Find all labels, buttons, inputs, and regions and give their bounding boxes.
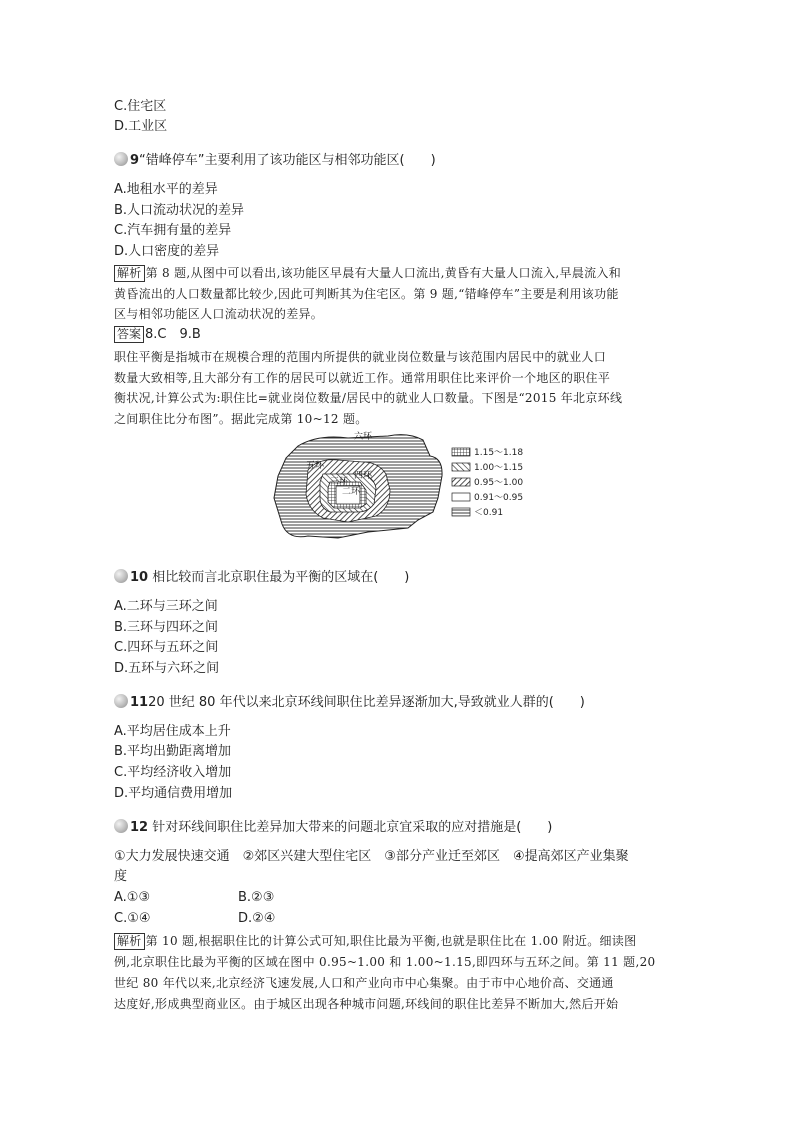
question-number: 10 bbox=[130, 570, 149, 585]
q11-option-b: B.平均出勤距离增加 bbox=[114, 744, 232, 759]
analysis-line: 解析 第 10 题,根据职住比的计算公式可知,职住比最为平衡,也就是职住比在 1.00 附近。细读图 bbox=[114, 932, 636, 950]
legend-label-1: 1.15～1.18 bbox=[474, 448, 524, 458]
analysis-line: 例,北京职住比最为平衡的区域在图中 0.95~1.00 和 1.00~1.15,即四环与五环之间。第 11 题,20 bbox=[114, 955, 656, 969]
q12-option-c: C.①④ bbox=[114, 911, 151, 926]
question-10 bbox=[114, 569, 409, 587]
q10-option-b: B.三环与四环之间 bbox=[114, 620, 219, 635]
ring-label-six: 六环 bbox=[354, 432, 373, 442]
map-legend bbox=[452, 448, 523, 518]
legend-swatch-5 bbox=[452, 508, 470, 516]
q10-option-c: C.四环与五环之间 bbox=[114, 640, 219, 655]
question-bullet-icon bbox=[114, 152, 128, 166]
question-number: 9 bbox=[130, 153, 140, 168]
q12-option-b: B.②③ bbox=[238, 890, 275, 905]
question-9 bbox=[114, 152, 436, 170]
question-stem: 针对环线间职住比差异加大带来的问题北京宜采取的应对措施是( ) bbox=[148, 820, 553, 835]
analysis-label: 解析 bbox=[114, 933, 145, 950]
q9-option-b: B.人口流动状况的差异 bbox=[114, 203, 245, 218]
q10-option-d: D.五环与六环之间 bbox=[114, 661, 220, 676]
q11-option-a: A.平均居住成本上升 bbox=[114, 724, 231, 739]
intro-line: 数量大致相等,且大部分有工作的居民可以就近工作。通常用职住比来评价一个地区的职住平 bbox=[114, 371, 611, 385]
beijing-ratio-map bbox=[268, 428, 530, 552]
analysis-line: 世纪 80 年代以来,北京经济飞速发展,人口和产业向市中心集聚。由于市中心地价高、交通通 bbox=[114, 976, 614, 990]
q12-option-a: A.①③ bbox=[114, 890, 151, 905]
question-bullet-icon bbox=[114, 819, 128, 833]
analysis-line: 黄昏流出的人口数量都比较少,因此可判断其为住宅区。第 9 题,“错峰停车”主要是利用该功能 bbox=[114, 287, 619, 301]
question-number: 12 bbox=[130, 820, 149, 835]
legend-swatch-3 bbox=[452, 478, 470, 486]
ring-label-two: 二环 bbox=[342, 487, 361, 497]
answer-label: 答案 bbox=[114, 326, 144, 343]
intro-line: 衡状况,计算公式为:职住比=就业岗位数量/居民中的就业人口数量。下图是“2015 年北京环线 bbox=[114, 391, 623, 405]
legend-swatch-1 bbox=[452, 448, 470, 456]
question-number: 11 bbox=[130, 695, 149, 710]
ring-label-five: 五环 bbox=[306, 461, 325, 471]
q12-measures-cont: 度 bbox=[114, 869, 128, 884]
legend-label-5: ＜0.91 bbox=[474, 508, 504, 518]
q10-option-a: A.二环与三环之间 bbox=[114, 599, 218, 614]
q9-option-d: D.人口密度的差异 bbox=[114, 244, 220, 259]
ring-label-four: 四环 bbox=[354, 471, 373, 481]
question-12 bbox=[114, 819, 552, 837]
q9-option-c: C.汽车拥有量的差异 bbox=[114, 223, 232, 238]
answer-line bbox=[114, 326, 201, 344]
q12-option-d: D.②④ bbox=[238, 911, 276, 926]
legend-swatch-2 bbox=[452, 463, 470, 471]
legend-label-4: 0.91～0.95 bbox=[474, 493, 524, 503]
legend-label-3: 0.95～1.00 bbox=[474, 478, 524, 488]
question-stem: 20 世纪 80 年代以来北京环线间职住比差异逐渐加大,导致就业人群的( ) bbox=[148, 695, 585, 710]
intro-line: 之间职住比分布图”。据此完成第 10~12 题。 bbox=[114, 412, 368, 426]
answer-text: 8.C 9.B bbox=[145, 327, 201, 342]
question-bullet-icon bbox=[114, 694, 128, 708]
analysis-line: 解析 第 8 题,从图中可以看出,该功能区早晨有大量人口流出,黄昏有大量人口流入,早晨流入和 bbox=[114, 264, 621, 282]
option-d-prev: D.工业区 bbox=[114, 119, 168, 134]
q11-option-d: D.平均通信费用增加 bbox=[114, 786, 233, 801]
question-stem: “错峰停车”主要利用了该功能区与相邻功能区( ) bbox=[139, 153, 436, 168]
question-bullet-icon bbox=[114, 569, 128, 583]
q12-measures: ①大力发展快速交通 ②郊区兴建大型住宅区 ③部分产业迁至郊区 ④提高郊区产业集聚 bbox=[114, 849, 629, 864]
q11-option-c: C.平均经济收入增加 bbox=[114, 765, 232, 780]
ring-label-three: 三环 bbox=[330, 477, 349, 487]
analysis-line: 达度好,形成典型商业区。由于城区出现各种城市问题,环线间的职住比差异不断加大,然后开始 bbox=[114, 997, 619, 1011]
legend-label-2: 1.00～1.15 bbox=[474, 463, 524, 473]
question-11 bbox=[114, 694, 585, 712]
q9-option-a: A.地租水平的差异 bbox=[114, 182, 218, 197]
intro-line: 职住平衡是指城市在规模合理的范围内所提供的就业岗位数量与该范围内居民中的就业人口 bbox=[114, 350, 607, 364]
analysis-label: 解析 bbox=[114, 265, 145, 282]
analysis-line: 区与相邻功能区人口流动状况的差异。 bbox=[114, 307, 324, 321]
legend-swatch-4 bbox=[452, 493, 470, 501]
option-c-prev: C.住宅区 bbox=[114, 99, 167, 114]
question-stem: 相比较而言北京职住最为平衡的区域在( ) bbox=[148, 570, 410, 585]
